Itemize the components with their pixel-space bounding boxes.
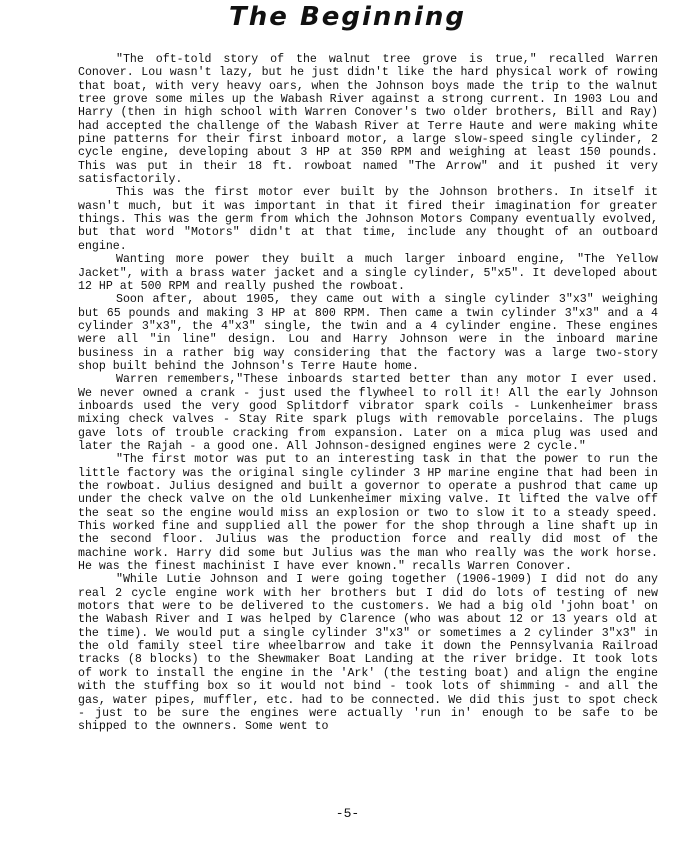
paragraph: "The oft-told story of the walnut tree grove is true," recalled Warren Conover. Lou wasn't lazy, but he just didn't like the hard physical work of rowing that boat, with very heavy oars, when the Johnson boys made the trip to the walnut tree grove some miles up the Wabash River against a strong current. In 1903 Lou and Harry (then in high school with Warren Conover's two older brothers, Bill and Ray) had accepted the challenge of the Wabash River at Terre Haute and were making white pine patterns for their first inboard motor, a large slow-speed single cylinder, 2 cycle engine, developing about 3 HP at 350 RPM and weighing at least 150 pounds. This was put in their 18 ft. rowboat named "The Arrow" and it pushed it very satisfactorily. [78,53,658,187]
paragraph: This was the first motor ever built by the Johnson brothers. In itself it wasn't much, but it was important in that it fired their imagination for greater things. This was the germ from which the Johnson Motors Company eventually evolved, but that word "Motors" didn't at that time, include any thought of an outboard engine. [78,186,658,253]
paragraph: Wanting more power they built a much larger inboard engine, "The Yellow Jacket", with a brass water jacket and a single cylinder, 5"x5". It developed about 12 HP at 500 RPM and really pushed the rowboat. [78,253,658,293]
paragraph: Warren remembers,"These inboards started better than any motor I ever used. We never owned a crank - just used the flywheel to roll it! All the early Johnson inboards used the very good Splitdorf vibrator spark coils - Lunkenheimer brass mixing check valves - Stay Rite spark plugs with removable porcelains. The plugs gave lots of trouble cracking from expansion. Later on a mica plug was used and later the Rajah - a good one. All Johnson-designed engines were 2 cycle." [78,373,658,453]
paragraph: "While Lutie Johnson and I were going together (1906-1909) I did not do any real 2 cycle engine work with her brothers but I did do lots of testing of new motors that were to be delivered to the customers. We had a big old 'john boat' on the Wabash River and I was helped by Clarence (who was about 12 or 13 years old at the time). We would put a single cylinder 3"x3" or sometimes a 2 cylinder 3"x3" in the old family steel tire wheelbarrow and take it down the Pennsylvania Railroad tracks (8 blocks) to the Shewmaker Boat Landing at the river bridge. It took lots of work to install the engine in the 'Ark' (the testing boat) and align the engine with the stuffing box so it would not bind - took lots of shimming - and all the gas, water pipes, muffler, etc. had to be connected. We did this just to spot check - just to be sure the engines were actually 'run in' enough to be safe to be shipped to the ownners. Some went to [78,573,658,734]
article-body [78,53,658,734]
paragraph: "The first motor was put to an interesting task in that the power to run the little factory was the original single cylinder 3 HP marine engine that had been in the rowboat. Julius designed and built a governor to operate a pushrod that came up under the check valve on the old Lunkenheimer mixing valve. It lifted the valve off the seat so the engine would miss an explosion or two to slow it to a steady speed. This worked fine and supplied all the power for the shop through a line shaft up in the second floor. Julius was the production force and really did most of the machine work. Harry did some but Julius was the man who really was the work horse. He was the finest machinist I have ever known." recalls Warren Conover. [78,453,658,574]
paragraph: Soon after, about 1905, they came out with a single cylinder 3"x3" weighing but 65 pounds and making 3 HP at 800 RPM. Then came a twin cylinder 3"x3" and a 4 cylinder 3"x3", the 4"x3" single, the twin and a 4 cylinder engine. These engines were all "in line" design. Lou and Harry Johnson were in the inboard marine business in a rather big way considering that the factory was a large two-story shop built behind the Johnson's Terre Haute home. [78,293,658,373]
page-title: The Beginning [229,2,466,32]
page-number: -5- [335,806,360,821]
